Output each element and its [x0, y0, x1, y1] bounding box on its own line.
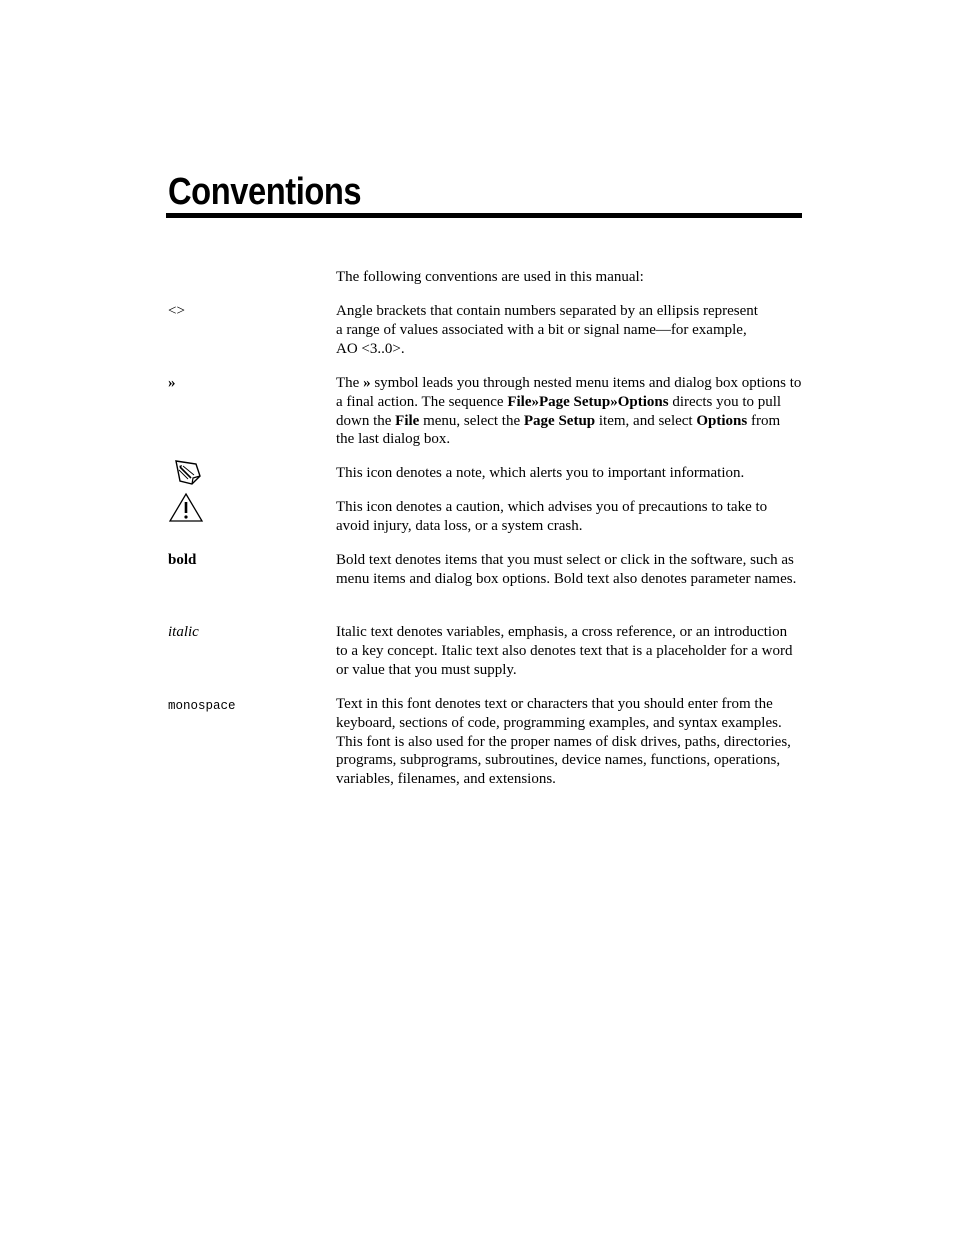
- desc-angle-line-3: AO <3..0>.: [336, 340, 405, 357]
- caution-icon: [168, 492, 318, 524]
- note-icon: [168, 459, 318, 489]
- desc-monospace: Text in this font denotes text or characters that you should enter from the keyboard, sections of code, programming examples, and syntax examples. This font is also used for the proper names of disk drives, paths, directories, programs, subprograms, subroutines, device names, functions, operations, variables, filenames, and extensions.: [336, 696, 791, 788]
- desc-chevron-page-setup: Page Setup: [523, 412, 596, 429]
- desc-chevron-text: menu, select the: [419, 412, 524, 429]
- title-rule: [166, 213, 802, 218]
- intro-text: The following conventions are used in this manual:: [336, 269, 644, 285]
- desc-chevron-text: symbol leads you through nested menu items and dialog box options to a final action. The sequence: [336, 375, 802, 410]
- desc-chevron-options: Options: [696, 412, 748, 429]
- desc-angle-line-2: a range of values associated with a bit or signal name—for example,: [336, 321, 747, 338]
- desc-chevron: [336, 374, 802, 449]
- term-chevron: »: [168, 375, 176, 391]
- desc-angle-brackets: [336, 302, 802, 358]
- desc-angle-line-1: Angle brackets that contain numbers separated by an ellipsis represent: [336, 303, 758, 319]
- desc-chevron-text: from the last dialog box.: [336, 412, 781, 448]
- desc-chevron-text: directs you to pull down the: [336, 393, 782, 429]
- term-bold: bold: [168, 552, 197, 568]
- desc-caution: This icon denotes a caution, which advises you of precautions to take to avoid injury, data loss, or a system crash.: [336, 499, 768, 534]
- desc-note: This icon denotes a note, which alerts you to important information.: [336, 465, 745, 481]
- term-monospace: monospace: [168, 699, 236, 713]
- desc-chevron-text: item, and select: [595, 412, 697, 429]
- desc-chevron-text: The: [336, 375, 364, 391]
- desc-chevron-symbol: »: [363, 375, 371, 391]
- desc-bold: Bold text denotes items that you must select or click in the software, such as menu items and dialog box options. Bold text also denotes parameter names.: [336, 552, 797, 587]
- term-angle-brackets: <>: [168, 303, 185, 319]
- page-title: Conventions: [168, 171, 362, 213]
- desc-chevron-file: File: [395, 412, 420, 429]
- desc-chevron-sequence: File»Page Setup»Options: [507, 393, 669, 410]
- term-italic: italic: [168, 624, 199, 640]
- desc-italic: Italic text denotes variables, emphasis, a cross reference, or an introduction to a key concept. Italic text also denotes text that is a placeholder for a word or value that you must supply.: [336, 624, 793, 678]
